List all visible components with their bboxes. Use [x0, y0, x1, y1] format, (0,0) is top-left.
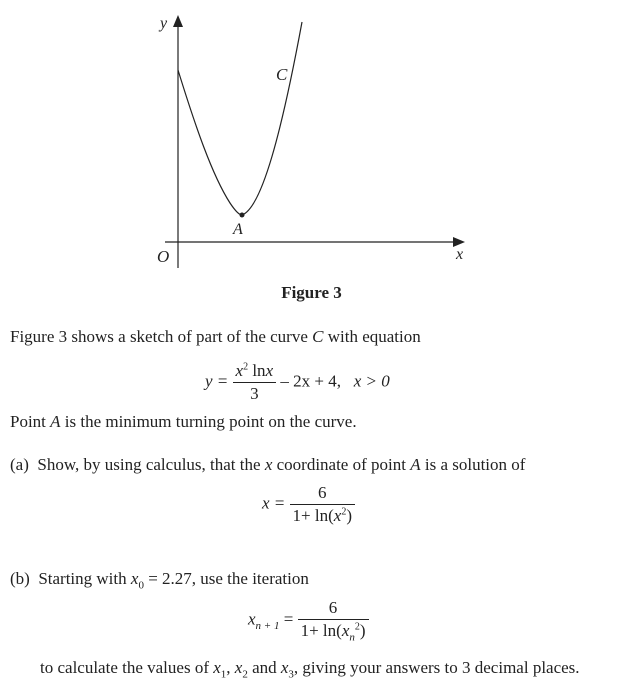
- part-a-text1: Show, by using calculus, that the: [37, 455, 261, 474]
- part-b-den-x: x: [341, 621, 350, 640]
- part-a-den-pre: 1+ ln(: [292, 506, 334, 525]
- part-b-marker: (b): [10, 569, 30, 588]
- part-b-den-pre: 1+ ln(: [300, 621, 342, 640]
- part-b-v3: x: [280, 658, 289, 677]
- part-b-den-sub: n: [349, 631, 355, 644]
- equation-lhs: y =: [205, 371, 229, 391]
- part-b-final-post: , giving your answers to 3 decimal places.: [293, 658, 580, 677]
- point-a-marker: [240, 213, 245, 218]
- part-b-numerator: 6: [298, 598, 369, 620]
- eq-num-sup: 2: [243, 361, 249, 373]
- figure-3-graph: [0, 0, 623, 280]
- intro-curve: C: [312, 327, 324, 346]
- part-b-v1: x: [213, 658, 221, 677]
- part-b-text1: Starting with: [38, 569, 127, 588]
- part-a-fraction: [290, 483, 355, 526]
- part-b-x0-sub: 0: [138, 579, 144, 592]
- point-text-label: A: [50, 412, 61, 431]
- part-a-var: x: [264, 455, 273, 474]
- part-b-s2: 2: [242, 668, 248, 681]
- part-b-denominator: [298, 620, 369, 643]
- part-b-iteration: [248, 598, 369, 643]
- part-b-final: to calculate the values of $x_1$, $x_2$ and $x_3$, giving your answers to 3 decimal places.: [40, 658, 580, 681]
- point-text-pre: Point: [10, 412, 46, 431]
- intro-tail: with equation: [327, 327, 421, 346]
- equation-denominator: 3: [250, 384, 259, 403]
- part-a-denominator: [290, 505, 355, 526]
- part-a-marker: (a): [10, 455, 29, 474]
- part-b-lhs-sub: n + 1: [255, 620, 280, 632]
- equation-numerator: [233, 361, 277, 383]
- equation-rest: – 2x + 4,: [280, 371, 341, 391]
- equation-domain: x > 0: [353, 371, 390, 391]
- figure-caption: Figure 3: [281, 283, 342, 302]
- part-b-eq: =: [283, 609, 294, 629]
- part-b-and: and: [252, 658, 277, 677]
- part-a-numerator: 6: [290, 483, 355, 505]
- part-a-text2: coordinate of point: [276, 455, 406, 474]
- part-a-equation: [262, 483, 355, 526]
- part-b-final-pre: to calculate the values of: [40, 658, 209, 677]
- point-a-label: A: [233, 221, 243, 238]
- curve-label: C: [276, 65, 288, 84]
- y-axis-label: y: [160, 15, 168, 32]
- part-b-v2: x: [234, 658, 243, 677]
- part-b-x0-val: = 2.27, use the iteration: [148, 569, 309, 588]
- part-a-den-post: ): [346, 506, 352, 525]
- curve-c: [178, 22, 302, 215]
- part-b-den-sup: 2: [354, 621, 360, 633]
- intro-text: [10, 327, 421, 347]
- eq-num-ln: ln: [252, 361, 266, 380]
- part-b-text: [10, 569, 309, 591]
- part-b-s3: 3: [288, 668, 294, 681]
- part-b-x0-var: x: [130, 569, 139, 588]
- curve-equation: [205, 361, 390, 404]
- part-b-den-post: ): [359, 621, 366, 640]
- part-a-text: [10, 455, 525, 475]
- intro-main: Figure 3 shows a sketch of part of the curve: [10, 327, 308, 346]
- origin-label: O: [157, 247, 170, 266]
- part-b-s1: 1: [220, 668, 227, 681]
- part-b-lhs-var: x: [248, 609, 256, 629]
- part-a-point: A: [410, 455, 421, 474]
- part-b-fraction: [298, 598, 369, 643]
- eq-num-x: x: [235, 361, 244, 380]
- equation-fraction: [233, 361, 277, 404]
- part-a-text3: is a solution of: [424, 455, 526, 474]
- point-text-post: is the minimum turning point on the curve.: [64, 412, 357, 431]
- eq-num-x2: x: [265, 361, 274, 380]
- part-a-lhs: x =: [262, 493, 286, 513]
- part-a-den-sup: 2: [341, 506, 347, 518]
- part-a-den-x: x: [333, 506, 342, 525]
- point-text: [10, 412, 357, 432]
- y-axis-arrow: [173, 15, 183, 27]
- x-axis-label: x: [456, 246, 464, 263]
